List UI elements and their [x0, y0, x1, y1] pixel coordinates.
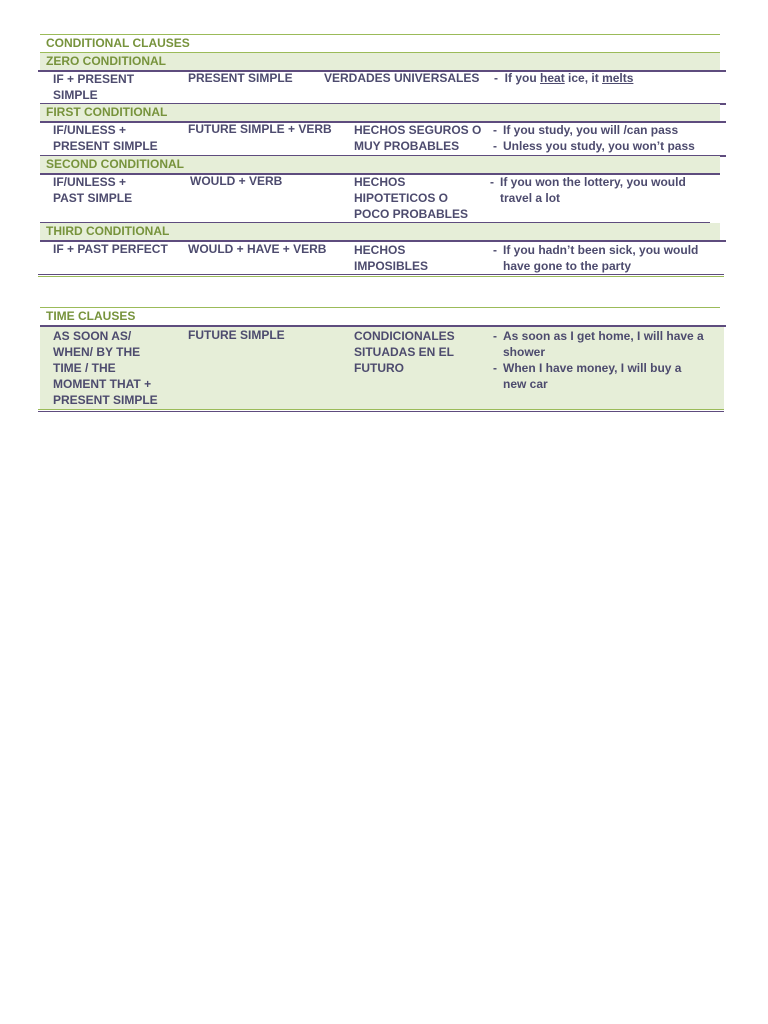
- example-text: Unless you study, you won’t pass: [503, 139, 695, 153]
- zero-form-cell: [53, 71, 183, 103]
- example-text: [500, 174, 720, 206]
- first-result-cell: FUTURE SIMPLE + VERB: [188, 122, 332, 136]
- time-form-line: MOMENT THAT +: [53, 377, 152, 391]
- example-text: [503, 242, 723, 274]
- example-line: When I have money, I will buy a: [503, 361, 682, 375]
- second-use-line: HIPOTETICOS O: [354, 191, 449, 205]
- time-form-line: PRESENT SIMPLE: [53, 393, 158, 407]
- first-examples: - If you study, you will /can pass - Unless you study, you won’t pass: [493, 122, 723, 154]
- first-use-cell: [354, 122, 489, 154]
- example-line: travel a lot: [500, 191, 561, 205]
- third-use-cell: [354, 242, 484, 274]
- zero-use-cell: VERDADES UNIVERSALES: [324, 71, 480, 85]
- time-form-line: WHEN/ BY THE: [53, 345, 141, 359]
- rule: [40, 52, 720, 53]
- second-conditional-header: SECOND CONDITIONAL: [46, 157, 184, 171]
- second-form-cell: [53, 174, 183, 206]
- example-text: If you: [504, 71, 541, 85]
- second-form-line: PAST SIMPLE: [53, 191, 133, 205]
- time-result-cell: FUTURE SIMPLE: [188, 328, 285, 342]
- zero-form-line: IF + PRESENT: [53, 72, 135, 86]
- rule: [38, 276, 724, 277]
- second-example: - If you won the lottery, you would travel a lot: [490, 174, 720, 206]
- third-result-cell: WOULD + HAVE + VERB: [188, 242, 327, 256]
- example-text: If you study, you will /can pass: [503, 123, 679, 137]
- first-form-line: IF/UNLESS +: [53, 123, 127, 137]
- zero-conditional-header: ZERO CONDITIONAL: [46, 54, 166, 68]
- conditional-clauses-title: CONDITIONAL CLAUSES: [46, 36, 190, 50]
- time-use-line: SITUADAS EN EL: [354, 345, 455, 359]
- time-form-line: AS SOON AS/: [53, 329, 132, 343]
- second-use-line: HECHOS: [354, 175, 406, 189]
- time-use-line: CONDICIONALES: [354, 329, 455, 343]
- first-use-line: HECHOS SEGUROS O: [354, 123, 482, 137]
- example-line: have gone to the party: [503, 259, 632, 273]
- example-line: If you hadn’t been sick, you would: [503, 243, 699, 257]
- third-conditional-header: THIRD CONDITIONAL: [46, 224, 170, 238]
- time-form-cell: [53, 328, 183, 408]
- time-clauses-title: TIME CLAUSES: [46, 309, 136, 323]
- third-form-cell: IF + PAST PERFECT: [53, 242, 168, 256]
- example-line: As soon as I get home, I will have a: [503, 329, 704, 343]
- zero-form-line: SIMPLE: [53, 88, 98, 102]
- first-use-line: MUY PROBABLES: [354, 139, 460, 153]
- first-form-line: PRESENT SIMPLE: [53, 139, 158, 153]
- example-underlined-word: heat: [540, 71, 565, 85]
- first-form-cell: [53, 122, 183, 154]
- time-use-line: FUTURO: [354, 361, 404, 375]
- example-text: ice, it: [564, 71, 603, 85]
- table-top-rule: [40, 34, 720, 35]
- example-line: new car: [503, 377, 548, 391]
- rule: [38, 411, 724, 412]
- example-line: shower: [503, 345, 546, 359]
- time-examples: - As soon as I get home, I will have a shower - When I have money, I will buy a new car: [493, 328, 723, 392]
- time-use-cell: [354, 328, 484, 376]
- third-use-line: HECHOS: [354, 243, 406, 257]
- example-underlined-word: melts: [602, 71, 634, 85]
- first-conditional-header: FIRST CONDITIONAL: [46, 105, 168, 119]
- rule: [38, 274, 724, 275]
- second-use-line: POCO PROBABLES: [354, 207, 469, 221]
- example-line: If you won the lottery, you would: [500, 175, 686, 189]
- zero-example: [494, 71, 633, 85]
- example-text: [503, 328, 723, 360]
- example-text: [503, 360, 723, 392]
- time-form-line: TIME / THE: [53, 361, 116, 375]
- second-form-line: IF/UNLESS +: [53, 175, 127, 189]
- third-use-line: IMPOSIBLES: [354, 259, 429, 273]
- third-example: - If you hadn’t been sick, you would have gone to the party: [493, 242, 723, 274]
- bullet-dash: -: [494, 71, 498, 85]
- table-top-rule: [40, 307, 720, 308]
- zero-result-cell: PRESENT SIMPLE: [188, 71, 293, 85]
- second-result-cell: WOULD + VERB: [190, 174, 283, 188]
- rule: [38, 409, 724, 410]
- second-use-cell: [354, 174, 484, 222]
